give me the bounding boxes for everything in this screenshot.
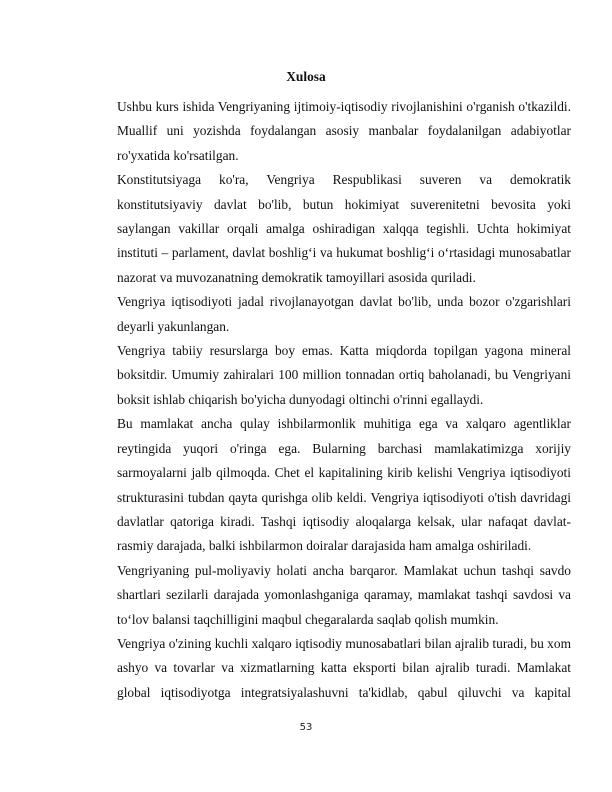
paragraph: Vengriyaning pul-moliyaviy holati ancha barqaror. Mamlakat uchun tashqi savdo shartlari sezilarli darajada yomonlashganiga qaramay, mamlakat tashqi savdosi va to‘lov balansi taqchilligini maqbul chegaralarda saqlab qolish mumkin.: [117, 562, 571, 627]
paragraph: Vengriya tabiiy resurslarga boy emas. Katta miqdorda topilgan yagona mineral boksitdir. Umumiy zahiralari 100 million tonnadan ortiq baholanadi, bu Vengriyani boksit ishlab chiqarish bo'yicha dunyodagi oltinchi o'rinni egallaydi.: [117, 343, 571, 407]
paragraph: Vengriya iqtisodiyoti jadal rivojlanayotgan davlat bo'lib, unda bozor o'zgarishlari deyarli yakunlangan.: [117, 294, 571, 334]
paragraph: Bu mamlakat ancha qulay ishbilarmonlik muhitiga ega va xalqaro agentliklar reytingida yuqori o'ringa ega. Bularning barchasi mamlakatimizga xorijiy sarmoyalarni jalb qilmoqda. Chet el kapitalining kirib kelishi Vengriya iqtisodiyoti strukturasini tubdan qayta qurishga olib keldi. Vengriya iqtisodiyoti o'tish davridagi davlatlar qatoriga kiradi. Tashqi iqtisodiy aloqalarga kelsak, ular nafaqat davlat-rasmiy darajada, balki ishbilarmon doiralar darajasida ham amalga oshiriladi.: [117, 416, 571, 554]
paragraph: Ushbu kurs ishida Vengriyaning ijtimoiy-iqtisodiy rivojlanishini o'rganish o'tkazildi. Muallif uni yozishda foydalangan asosiy manbalar foydalanilgan adabiyotlar ro'yxatida ko'rsatilgan.: [117, 99, 571, 163]
body-text: [117, 95, 571, 705]
page-number: 53: [299, 722, 313, 733]
paragraph-last: Vengriya o'zining kuchli xalqaro iqtisodiy munosabatlari bilan ajralib turadi, bu xom ashyo va tovarlar va xizmatlarning katta eksporti bilan ajralib turadi. Mamlakat global iqtisodiyotga integratsiyalashuvni ta'kidlab, qabul qiluvchi va kapital: [117, 635, 571, 700]
page-title: Xulosa: [286, 69, 326, 84]
paragraph: Konstitutsiyaga ko'ra, Vengriya Respublikasi suveren va demokratik konstitutsiyaviy davlat bo'lib, butun hokimiyat suverenitetni bevosita yoki saylangan vakillar orqali amalga oshiradigan xalqqa tegishli. Uchta hokimiyat instituti – parlament, davlat boshlig‘i va hukumat boshlig‘i o‘rtasidagi munosabatlar nazorat va muvozanatning demokratik tamoyillari asosida quriladi.: [117, 172, 571, 285]
